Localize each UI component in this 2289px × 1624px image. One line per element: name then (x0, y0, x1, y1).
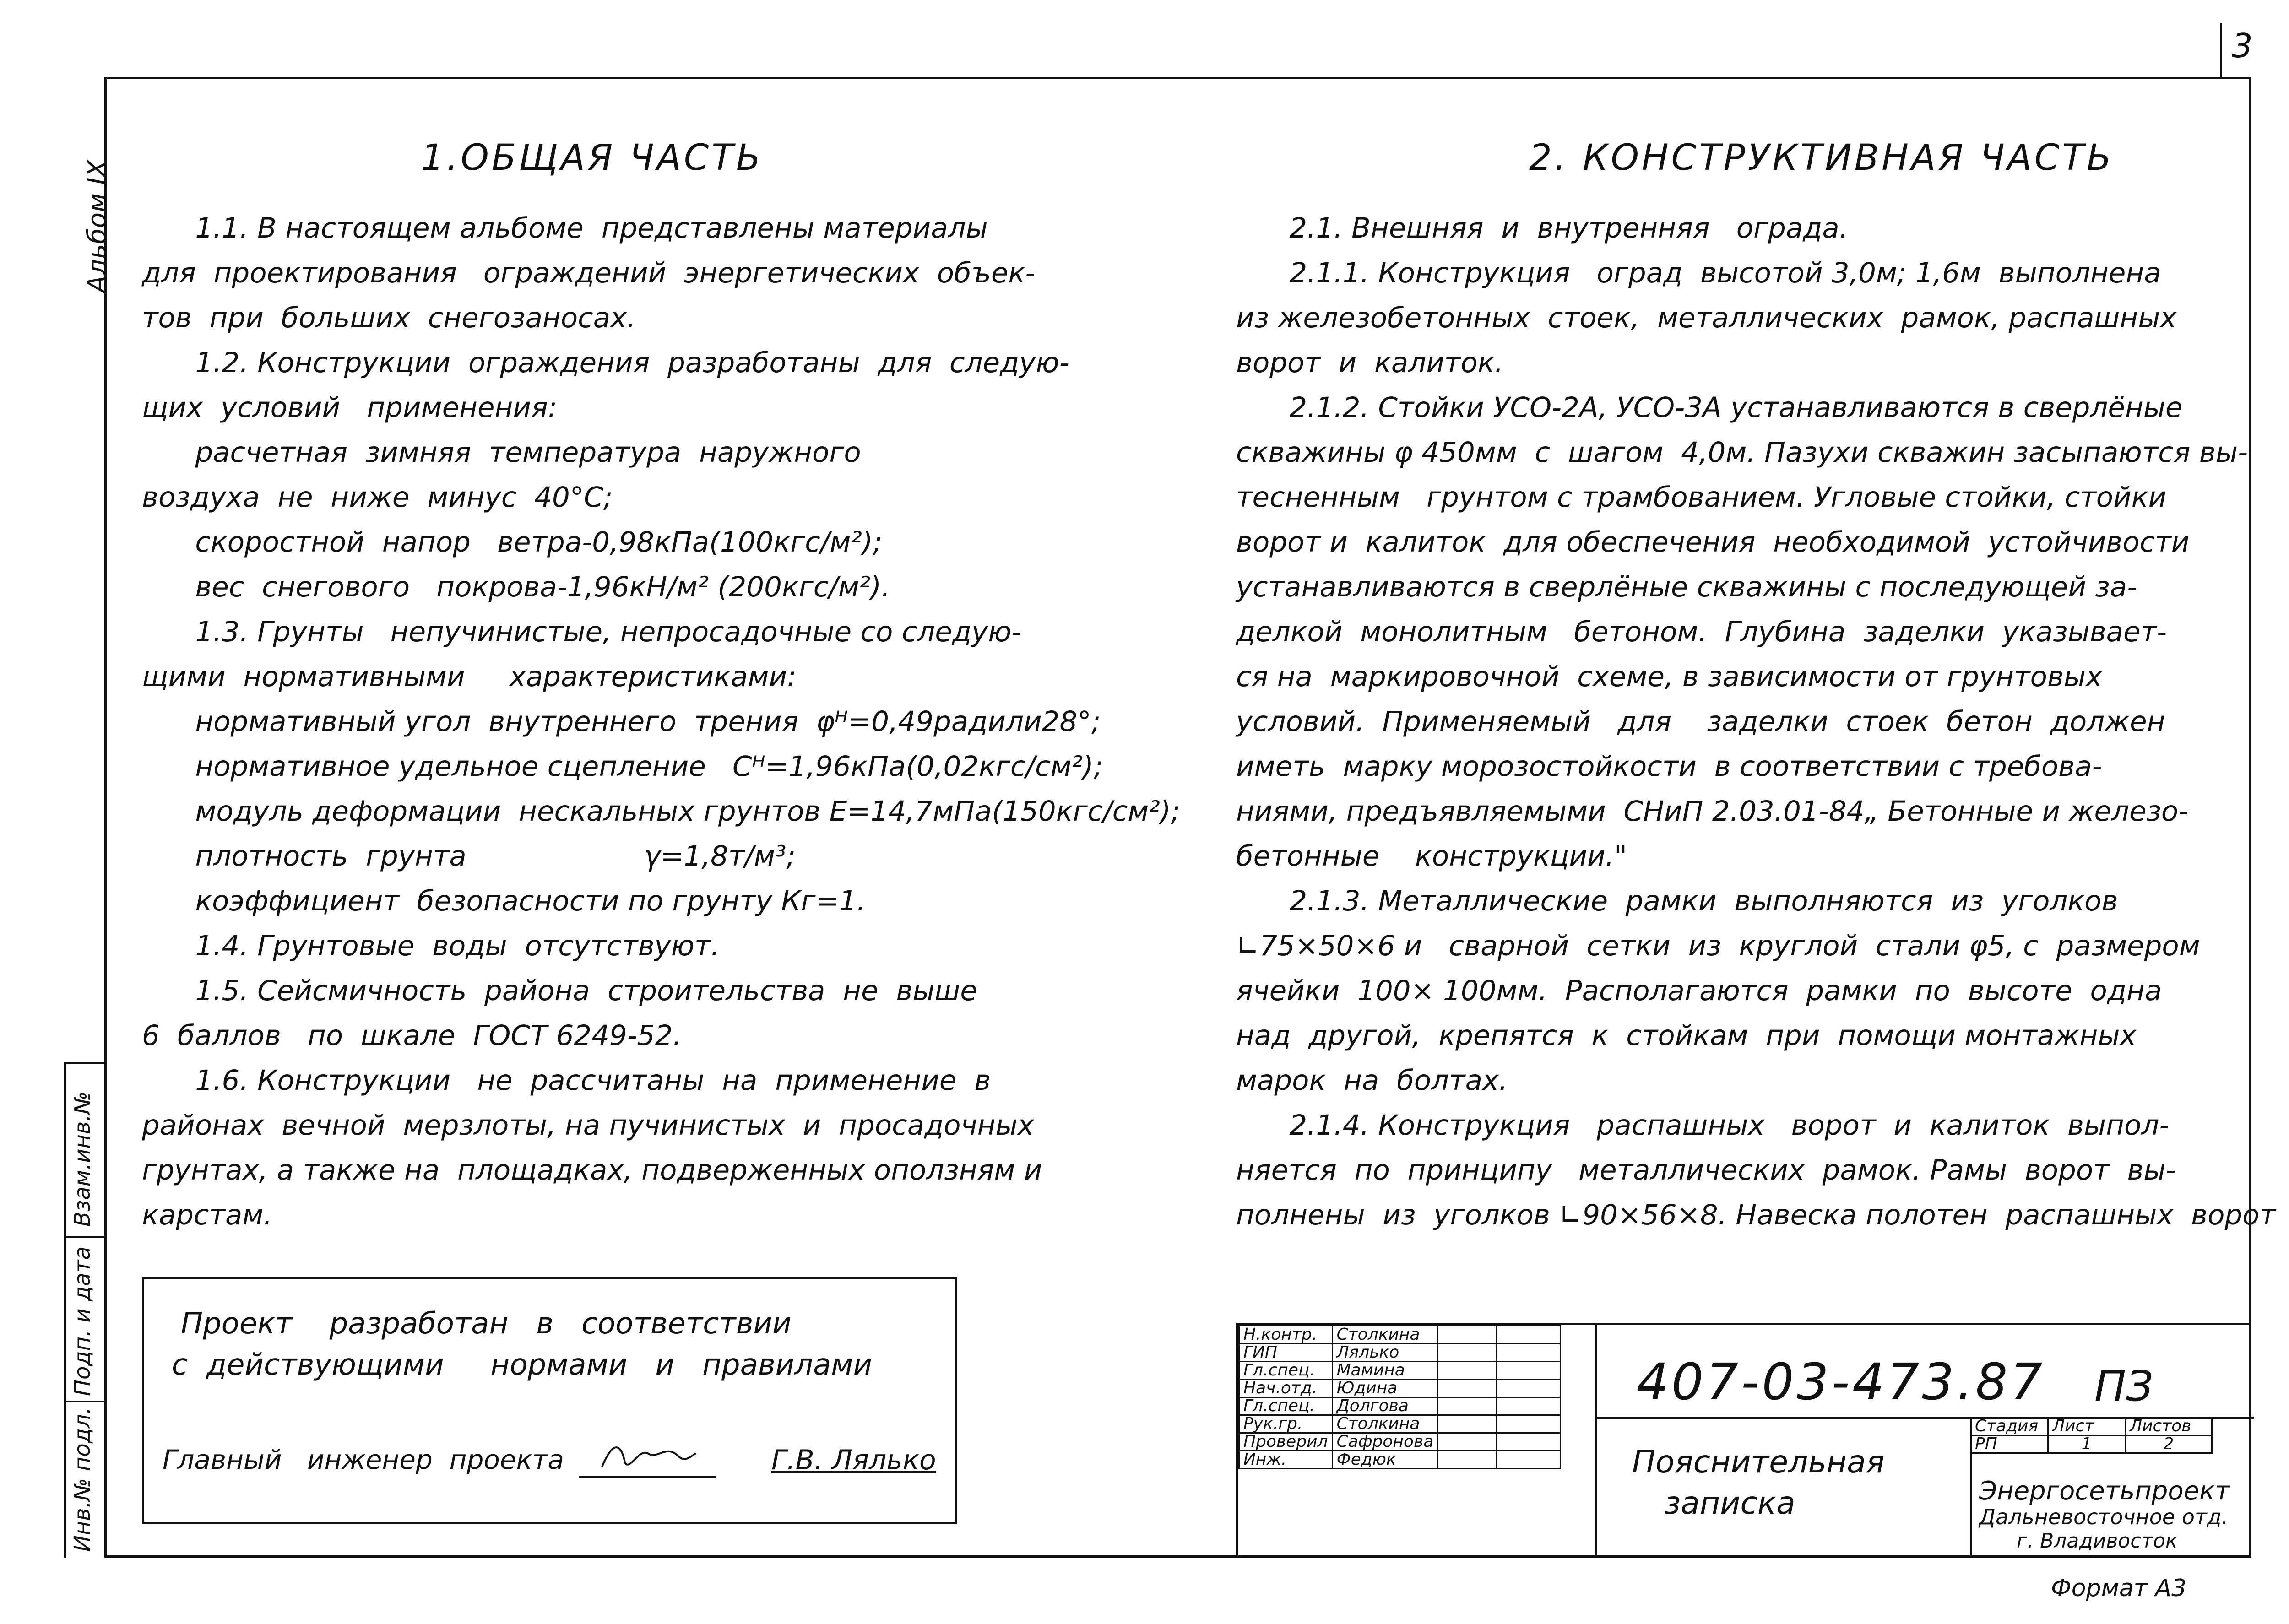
approval-line-1: Проект разработан в соответствии (181, 1307, 792, 1341)
staff-signature (1438, 1397, 1497, 1415)
text-line: бетонные конструкции." (1236, 840, 1627, 872)
text-line: условий. Применяемый для заделки стоек бетон должен (1236, 705, 2165, 738)
text-line: полнены из уголков ∟90×56×8. Навеска полотен распашных ворот (1236, 1199, 2276, 1231)
staff-name: Столкина (1332, 1415, 1438, 1433)
text-line: ворот и калиток для обеспечения необходимой устойчивости (1236, 526, 2190, 558)
text-line: плотность грунта γ=1,8т/м³; (142, 840, 796, 872)
text-line: из железобетонных стоек, металлических рамок, распашных (1236, 302, 2177, 334)
sheets-value: 2 (2126, 1435, 2212, 1453)
staff-name: Юдина (1332, 1380, 1438, 1397)
stage-value: РП (1971, 1435, 2048, 1453)
staff-signature (1438, 1415, 1497, 1433)
text-line: нормативный угол внутреннего трения φᴴ=0,49радили28°; (142, 705, 1101, 738)
right-text-block (1236, 206, 2276, 1238)
text-line: расчетная зимняя температура наружного (142, 436, 861, 469)
text-line: щими нормативными характеристиками: (142, 660, 797, 693)
sheet-value: 1 (2048, 1435, 2126, 1453)
text-line: 1.5. Сейсмичность района строительства не выше (142, 974, 977, 1007)
stage-header: Стадия (1971, 1418, 2048, 1435)
staff-name: Столкина (1332, 1326, 1438, 1344)
staff-signature (1438, 1326, 1497, 1344)
text-line: иметь марку морозостойкости в соответствии с требова- (1236, 750, 2102, 783)
side-label-replacement: Взам.инв.№ (70, 1091, 95, 1227)
stage-table (1970, 1417, 2213, 1454)
text-line: для проектирования ограждений энергетических объек- (142, 257, 1036, 289)
chief-engineer-signature (597, 1435, 698, 1476)
text-line: ворот и калиток. (1236, 346, 1503, 379)
text-line: скоростной напор ветра-0,98кПа(100кгс/м²); (142, 526, 883, 558)
text-line: воздуха не ниже минус 40°С; (142, 481, 613, 514)
staff-name: Долгова (1332, 1397, 1438, 1415)
text-line: делкой монолитным бетоном. Глубина заделки указывает- (1236, 616, 2167, 648)
document-title-1: Пояснительная (1632, 1444, 1885, 1480)
text-line: ся на маркировочной схеме, в зависимости от грунтовых (1236, 660, 2103, 693)
sheet-number: 3 (2232, 27, 2253, 65)
document-type: ПЗ (2094, 1362, 2153, 1411)
staff-name: Сафронова (1332, 1433, 1438, 1451)
text-line: 1.2. Конструкции ограждения разработаны для следую- (142, 346, 1069, 379)
text-line: модуль деформации нескальных грунтов Е=14,7мПа(150кгс/см²); (142, 795, 1181, 828)
side-label-signature-date: Подп. и дата (70, 1246, 95, 1396)
staff-name: Федюк (1332, 1451, 1438, 1469)
staff-role: Гл.спец. (1239, 1362, 1333, 1380)
text-line: няется по принципу металлических рамок. Рамы ворот вы- (1236, 1154, 2176, 1186)
chief-engineer-label: Главный инженер проекта (163, 1444, 564, 1475)
text-line: скважины φ 450мм с шагом 4,0м. Пазухи скважин засыпаются вы- (1236, 436, 2248, 469)
text-line: тесненным грунтом с трамбованием. Угловые стойки, стойки (1236, 481, 2167, 514)
frame-left (104, 77, 107, 1558)
text-line: 2.1.2. Стойки УСО-2А, УСО-3А устанавливаются в сверлёные (1236, 391, 2183, 424)
text-line: грунтах, а также на площадках, подверженных оползням и (142, 1154, 1042, 1186)
text-line: вес снегового покрова-1,96кН/м² (200кгс/м²). (142, 571, 890, 603)
frame-top (104, 77, 2251, 79)
text-line: 1.3. Грунты непучинистые, непросадочные со следую- (142, 616, 1022, 648)
text-line: ниями, предъявляемыми СНиП 2.03.01-84„ Бетонные и железо- (1236, 795, 2189, 828)
approval-line-2: с действующими нормами и правилами (172, 1348, 873, 1382)
title-block (1236, 1323, 2251, 1558)
approval-box (142, 1277, 957, 1524)
text-line: ∟75×50×6 и сварной сетки из круглой стали φ5, с размером (1236, 930, 2200, 962)
text-line: 2.1. Внешняя и внутренняя ограда. (1236, 212, 1849, 244)
sheets-header: Листов (2126, 1418, 2212, 1435)
staff-signature (1438, 1433, 1497, 1451)
text-line: 2.1.3. Металлические рамки выполняются из уголков (1236, 885, 2118, 917)
organization-name: Энергосетьпроект (1979, 1476, 2230, 1506)
text-line: коэффициент безопасности по грунту Кг=1. (142, 885, 866, 917)
staff-signature (1438, 1362, 1497, 1380)
text-line: нормативное удельное сцепление Сᴴ=1,96кПа(0,02кгс/см²); (142, 750, 1103, 783)
text-line: над другой, крепятся к стойкам при помощи монтажных (1236, 1019, 2137, 1052)
staff-role: Н.контр. (1239, 1326, 1333, 1344)
text-line: районах вечной мерзлоты, на пучинистых и просадочных (142, 1109, 1034, 1142)
staff-table (1238, 1325, 1561, 1469)
text-line: 1.6. Конструкции не рассчитаны на применение в (142, 1064, 991, 1097)
staff-role: Гл.спец. (1239, 1397, 1333, 1415)
text-line: 2.1.1. Конструкция оград высотой 3,0м; 1,6м выполнена (1236, 257, 2161, 289)
side-album-label: Альбом IX (82, 160, 112, 293)
chief-engineer-name: Г.В. Лялько (771, 1444, 936, 1476)
staff-role: Проверил (1239, 1433, 1333, 1451)
organization-branch: Дальневосточное отд. (1979, 1505, 2229, 1529)
text-line: щих условий применения: (142, 391, 558, 424)
format-label: Формат А3 (2051, 1575, 2187, 1602)
organization-city: г. Владивосток (2017, 1529, 2178, 1553)
text-line: карстам. (142, 1199, 272, 1231)
staff-role: Инж. (1239, 1451, 1333, 1469)
left-section-title: 1.ОБЩАЯ ЧАСТЬ (421, 137, 764, 179)
sheet-header: Лист (2048, 1418, 2126, 1435)
text-line: марок на болтах. (1236, 1064, 1508, 1097)
document-title-2: записка (1664, 1485, 1795, 1521)
staff-signature (1438, 1344, 1497, 1362)
right-section-title: 2. КОНСТРУКТИВНАЯ ЧАСТЬ (1529, 137, 2114, 179)
text-line: устанавливаются в сверлёные скважины с последующей за- (1236, 571, 2137, 603)
staff-signature (1438, 1451, 1497, 1469)
staff-name: Лялько (1332, 1344, 1438, 1362)
text-line: тов при больших снегозаносах. (142, 302, 636, 334)
staff-role: Рук.гр. (1239, 1415, 1333, 1433)
staff-role: Нач.отд. (1239, 1380, 1333, 1397)
text-line: 6 баллов по шкале ГОСТ 6249-52. (142, 1019, 682, 1052)
staff-role: ГИП (1239, 1344, 1333, 1362)
document-code: 407-03-473.87 (1637, 1353, 2045, 1411)
text-line: 1.4. Грунтовые воды отсутствуют. (142, 930, 720, 962)
left-text-block (142, 206, 1180, 1238)
staff-signature (1438, 1380, 1497, 1397)
text-line: 2.1.4. Конструкция распашных ворот и калиток выпол- (1236, 1109, 2170, 1142)
side-label-inventory: Инв.№ подл. (70, 1407, 95, 1552)
text-line: ячейки 100× 100мм. Располагаются рамки по высоте одна (1236, 974, 2162, 1007)
staff-name: Мамина (1332, 1362, 1438, 1380)
text-line: 1.1. В настоящем альбоме представлены материалы (142, 212, 988, 244)
